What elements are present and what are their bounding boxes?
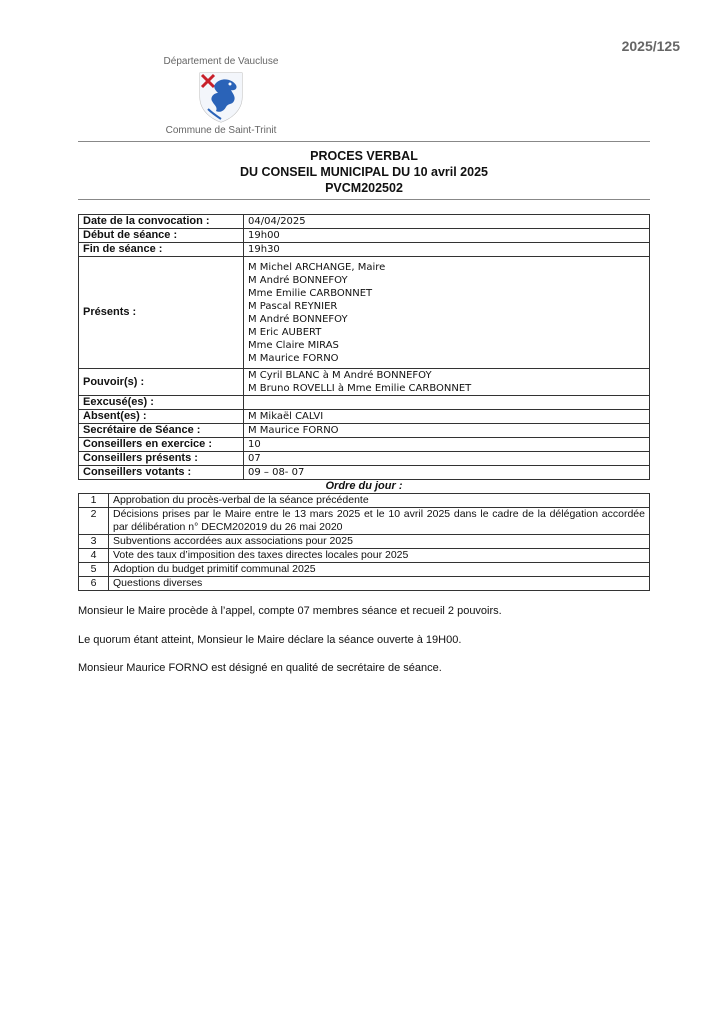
row-fin [79, 243, 650, 257]
document-title [78, 148, 650, 196]
present-member: M Maurice FORNO [248, 353, 339, 364]
value-convocation: 04/04/2025 [244, 215, 650, 229]
agenda-item-number: 2 [79, 508, 109, 535]
agenda-item-number: 4 [79, 549, 109, 563]
value-absents: M Mikaël CALVI [244, 410, 650, 424]
value-votants: 09 – 08- 07 [244, 466, 650, 480]
title-line-2: DU CONSEIL MUNICIPAL DU 10 avril 2025 [240, 165, 488, 179]
row-excuses [79, 396, 650, 410]
paragraph-appel: Monsieur le Maire procède à l’appel, compte 07 membres séance et recueil 2 pouvoirs. [78, 605, 502, 617]
agenda-item [79, 508, 650, 535]
present-member: M Michel ARCHANGE, Maire [248, 262, 386, 273]
row-absents [79, 410, 650, 424]
row-pouvoirs [79, 369, 650, 396]
value-exercice: 10 [244, 438, 650, 452]
agenda-item [79, 494, 650, 508]
divider-top [78, 141, 650, 142]
proxy-item: M Cyril BLANC à M André BONNEFOY [248, 370, 432, 381]
agenda-item-text: Subventions accordées aux associations pour 2025 [109, 535, 650, 549]
present-member: M Pascal REYNIER [248, 301, 338, 312]
label-debut: Début de séance : [79, 229, 244, 243]
row-presents-count [79, 452, 650, 466]
value-excuses [244, 396, 650, 410]
agenda-item [79, 577, 650, 591]
present-member: M Eric AUBERT [248, 327, 322, 338]
logo-commune-text: Commune de Saint-Trinit [165, 125, 277, 136]
value-presents [244, 257, 650, 369]
present-member: M André BONNEFOY [248, 275, 348, 286]
value-presents-count: 07 [244, 452, 650, 466]
title-line-1: PROCES VERBAL [310, 149, 418, 163]
logo-department-text: Département de Vaucluse [163, 56, 279, 67]
label-exercice: Conseillers en exercice : [79, 438, 244, 452]
divider-bottom [78, 199, 650, 200]
label-presents-count: Conseillers présents : [79, 452, 244, 466]
agenda-item [79, 563, 650, 577]
present-member: Mme Emilie CARBONNET [248, 288, 373, 299]
label-pouvoirs: Pouvoir(s) : [79, 369, 244, 396]
value-debut: 19h00 [244, 229, 650, 243]
session-info-table [78, 214, 650, 480]
row-convocation [79, 215, 650, 229]
row-debut [79, 229, 650, 243]
value-pouvoirs [244, 369, 650, 396]
label-secretaire: Secrétaire de Séance : [79, 424, 244, 438]
agenda-item-number: 1 [79, 494, 109, 508]
paragraph-secretaire: Monsieur Maurice FORNO est désigné en qualité de secrétaire de séance. [78, 662, 442, 674]
title-line-3: PVCM202502 [325, 181, 403, 195]
present-member: Mme Claire MIRAS [248, 340, 339, 351]
agenda-item-number: 6 [79, 577, 109, 591]
agenda-item-text: Décisions prises par le Maire entre le 13 mars 2025 et le 10 avril 2025 dans le cadre de la délégation accordée par délibération n° DECM202019 du 26 mai 2020 [109, 508, 650, 535]
agenda-item [79, 549, 650, 563]
row-exercice [79, 438, 650, 452]
label-absents: Absent(es) : [79, 410, 244, 424]
value-secretaire: M Maurice FORNO [244, 424, 650, 438]
agenda-item-text: Adoption du budget primitif communal 2025 [109, 563, 650, 577]
label-fin: Fin de séance : [79, 243, 244, 257]
agenda-table [78, 493, 650, 591]
agenda-item-text: Questions diverses [109, 577, 650, 591]
agenda-item [79, 535, 650, 549]
agenda-item-number: 3 [79, 535, 109, 549]
proxy-item: M Bruno ROVELLI à Mme Emilie CARBONNET [248, 383, 472, 394]
agenda-title: Ordre du jour : [325, 480, 403, 492]
present-member: M André BONNEFOY [248, 314, 348, 325]
value-fin: 19h30 [244, 243, 650, 257]
agenda-item-number: 5 [79, 563, 109, 577]
agenda-item-text: Vote des taux d’imposition des taxes directes locales pour 2025 [109, 549, 650, 563]
row-votants [79, 466, 650, 480]
label-votants: Conseillers votants : [79, 466, 244, 480]
row-secretaire [79, 424, 650, 438]
page-number: 2025/125 [621, 38, 680, 54]
label-presents: Présents : [79, 257, 244, 369]
paragraph-quorum: Le quorum étant atteint, Monsieur le Maire déclare la séance ouverte à 19H00. [78, 634, 462, 646]
row-presents [79, 257, 650, 369]
commune-logo [148, 56, 294, 136]
agenda-item-text: Approbation du procès-verbal de la séance précédente [109, 494, 650, 508]
label-excuses: Eexcusé(es) : [79, 396, 244, 410]
label-convocation: Date de la convocation : [79, 215, 244, 229]
coat-of-arms-icon [196, 69, 246, 123]
